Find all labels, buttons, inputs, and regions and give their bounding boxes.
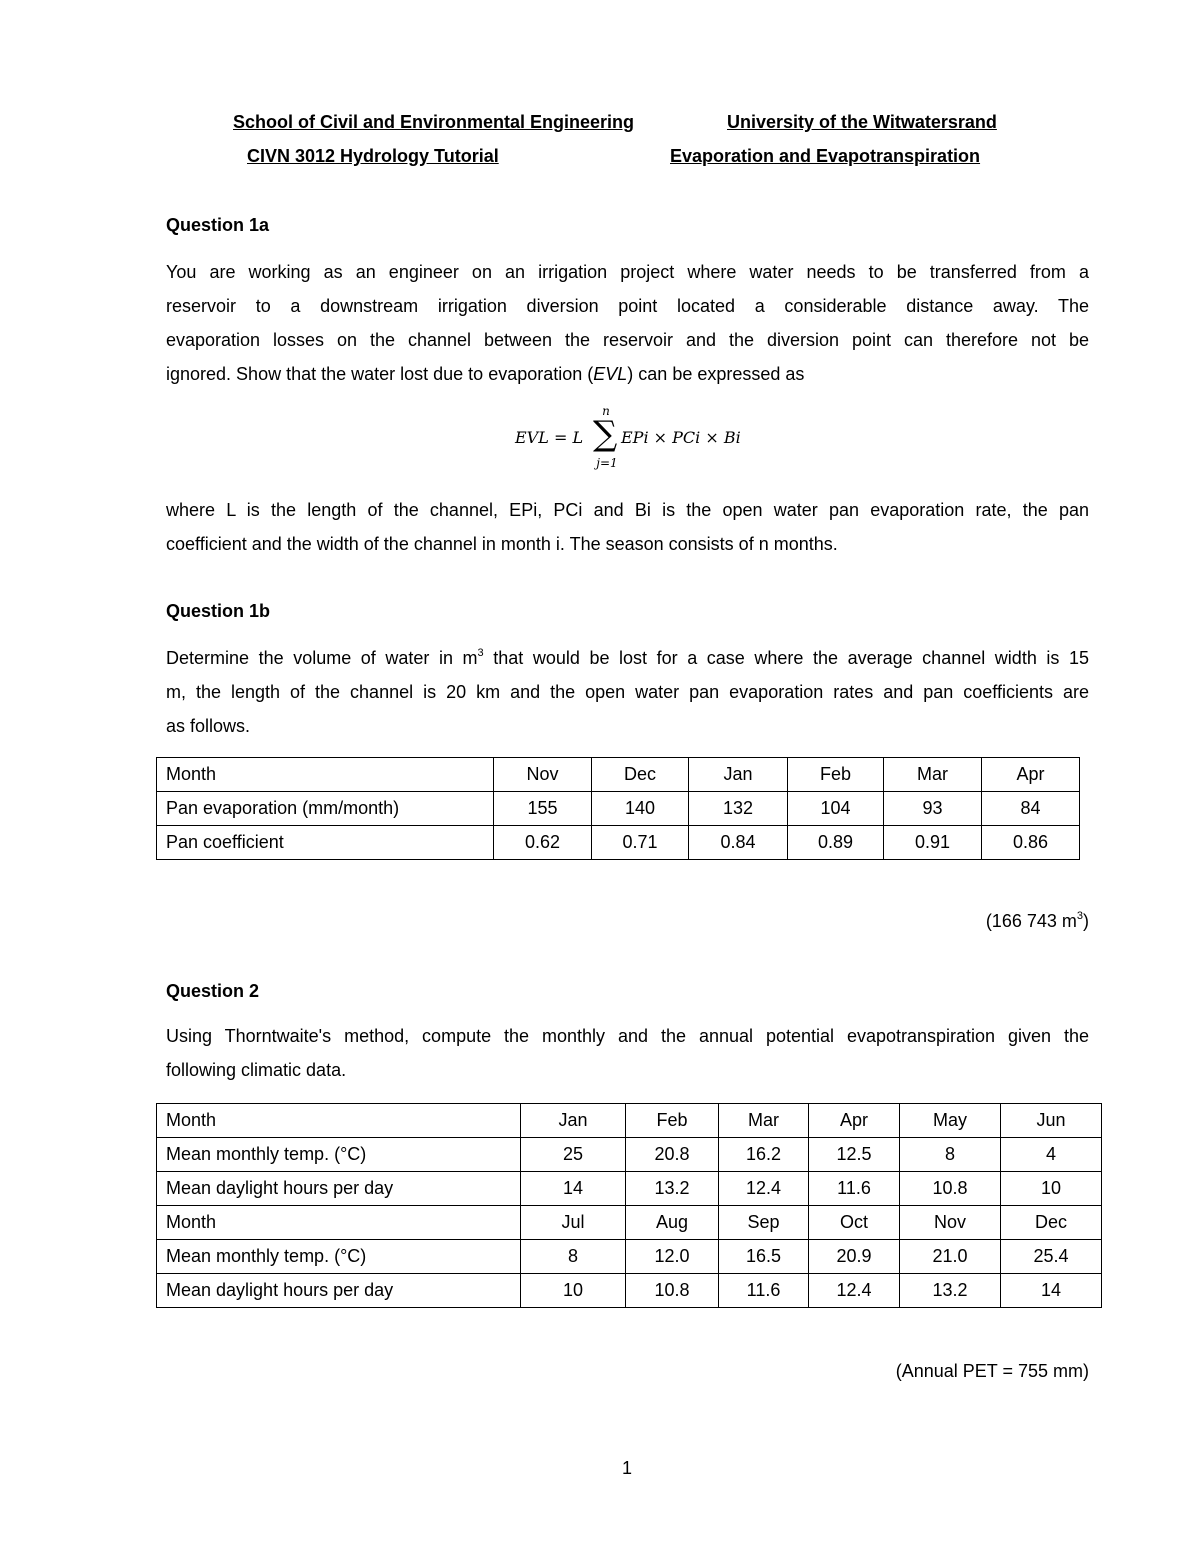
question-1b-heading: Question 1b bbox=[166, 601, 271, 621]
table-cell: 10.8 bbox=[900, 1172, 1001, 1206]
table-cell: 0.86 bbox=[982, 826, 1080, 860]
table-cell: 25.4 bbox=[1001, 1240, 1102, 1274]
table-row bbox=[157, 758, 1080, 792]
table-cell: 140 bbox=[592, 792, 689, 826]
table-cell: Jan bbox=[521, 1104, 626, 1138]
table-cell: Jun bbox=[1001, 1104, 1102, 1138]
table-cell: 10.8 bbox=[626, 1274, 719, 1308]
table-cell: Pan coefficient bbox=[157, 826, 494, 860]
table-cell: 132 bbox=[689, 792, 788, 826]
table-cell: 20.8 bbox=[626, 1138, 719, 1172]
table-cell: 12.0 bbox=[626, 1240, 719, 1274]
table-cell: Month bbox=[157, 1104, 521, 1138]
table-cell: Apr bbox=[809, 1104, 900, 1138]
table-cell: 8 bbox=[521, 1240, 626, 1274]
table-cell: 104 bbox=[788, 792, 884, 826]
table-cell: Nov bbox=[494, 758, 592, 792]
table-cell: 155 bbox=[494, 792, 592, 826]
table-cell: Feb bbox=[788, 758, 884, 792]
q1a-line-1: You are working as an engineer on an irrigation project where water needs to be transferred from a bbox=[166, 262, 1089, 282]
evl-formula bbox=[515, 402, 775, 474]
table-cell: Sep bbox=[719, 1206, 809, 1240]
table-row bbox=[157, 792, 1080, 826]
table-cell: 0.91 bbox=[884, 826, 982, 860]
table-cell: 11.6 bbox=[719, 1274, 809, 1308]
table-row bbox=[157, 1274, 1102, 1308]
question-1b-text bbox=[166, 641, 1089, 743]
q1a-where-line-2: coefficient and the width of the channel in month i. The season consists of n months. bbox=[166, 534, 838, 554]
q1a-line-4: ignored. Show that the water lost due to evaporation (EVL) can be expressed as bbox=[166, 364, 805, 384]
formula-rhs: EPi × PCi × Bi bbox=[621, 428, 741, 447]
table-cell: Jul bbox=[521, 1206, 626, 1240]
table-cell: Jan bbox=[689, 758, 788, 792]
table-cell: Mean monthly temp. (°C) bbox=[157, 1138, 521, 1172]
table-cell: 4 bbox=[1001, 1138, 1102, 1172]
table-cell: Feb bbox=[626, 1104, 719, 1138]
table-row bbox=[157, 1240, 1102, 1274]
table-cell: May bbox=[900, 1104, 1001, 1138]
q1a-where-line-1: where L is the length of the channel, EPi, PCi and Bi is the open water pan evaporation rate, the pan bbox=[166, 500, 1089, 520]
table-cell: 14 bbox=[521, 1172, 626, 1206]
table-cell: 20.9 bbox=[809, 1240, 900, 1274]
table-cell: 93 bbox=[884, 792, 982, 826]
table-cell: 25 bbox=[521, 1138, 626, 1172]
table-cell: 0.62 bbox=[494, 826, 592, 860]
q2-line-2: following climatic data. bbox=[166, 1060, 347, 1080]
table-cell: 13.2 bbox=[900, 1274, 1001, 1308]
page-number: 1 bbox=[621, 1458, 632, 1478]
table-row bbox=[157, 826, 1080, 860]
table-row bbox=[157, 1138, 1102, 1172]
table-row bbox=[157, 1104, 1102, 1138]
table-cell: 0.89 bbox=[788, 826, 884, 860]
question-1a-where bbox=[166, 493, 1089, 561]
formula-sum-bottom: j=1 bbox=[596, 456, 618, 470]
table-cell: 13.2 bbox=[626, 1172, 719, 1206]
table-row bbox=[157, 1206, 1102, 1240]
table-cell: 16.2 bbox=[719, 1138, 809, 1172]
question-1b-answer: (166 743 $m^3$) bbox=[985, 910, 1089, 931]
q2-line-1: Using Thorntwaite's method, compute the monthly and the annual potential evapotranspiration given the bbox=[166, 1026, 1089, 1046]
table-cell: Month bbox=[157, 758, 494, 792]
table-cell: 12.4 bbox=[809, 1274, 900, 1308]
table-cell: Nov bbox=[900, 1206, 1001, 1240]
table-cell: 14 bbox=[1001, 1274, 1102, 1308]
question-1a-text bbox=[166, 255, 1089, 391]
table-cell: Pan evaporation (mm/month) bbox=[157, 792, 494, 826]
table-cell: 84 bbox=[982, 792, 1080, 826]
table-cell: 12.5 bbox=[809, 1138, 900, 1172]
question-1a-heading: Question 1a bbox=[166, 215, 270, 235]
table-row bbox=[157, 1172, 1102, 1206]
table-cell: 12.4 bbox=[719, 1172, 809, 1206]
climatic-data-table bbox=[156, 1103, 1102, 1308]
question-2-answer: (Annual PET = 755 mm) bbox=[895, 1361, 1089, 1381]
table-cell: Mean monthly temp. (°C) bbox=[157, 1240, 521, 1274]
university-title: University of the Witwatersrand bbox=[727, 112, 997, 132]
table-cell: 10 bbox=[1001, 1172, 1102, 1206]
table-cell: Aug bbox=[626, 1206, 719, 1240]
table-cell: 0.71 bbox=[592, 826, 689, 860]
table-cell: Oct bbox=[809, 1206, 900, 1240]
formula-lhs: EVL = L bbox=[515, 428, 584, 447]
topic-title: Evaporation and Evapotranspiration bbox=[670, 146, 981, 166]
table-cell: 10 bbox=[521, 1274, 626, 1308]
table-cell: 0.84 bbox=[689, 826, 788, 860]
table-cell: Mar bbox=[884, 758, 982, 792]
question-2-heading: Question 2 bbox=[166, 981, 260, 1001]
formula-sum-top: n bbox=[602, 404, 610, 418]
q1a-line-3: evaporation losses on the channel between the reservoir and the diversion point can therefore not be bbox=[166, 330, 1089, 350]
table-cell: 8 bbox=[900, 1138, 1001, 1172]
table-cell: Mean daylight hours per day bbox=[157, 1274, 521, 1308]
course-title: CIVN 3012 Hydrology Tutorial bbox=[247, 146, 499, 166]
q1a-line-2: reservoir to a downstream irrigation diversion point located a considerable distance away. The bbox=[166, 296, 1089, 316]
school-title: School of Civil and Environmental Engineering bbox=[233, 112, 635, 132]
table-cell: Month bbox=[157, 1206, 521, 1240]
q1b-line-1: Determine the volume of water in $m^3$ that would be lost for a case where the average channel width is 15 bbox=[166, 647, 1089, 668]
q1b-line-3: as follows. bbox=[166, 716, 251, 736]
question-2-text bbox=[166, 1019, 1089, 1087]
table-cell: Mar bbox=[719, 1104, 809, 1138]
table-cell: Mean daylight hours per day bbox=[157, 1172, 521, 1206]
table-cell: Apr bbox=[982, 758, 1080, 792]
table-cell: 21.0 bbox=[900, 1240, 1001, 1274]
table-cell: Dec bbox=[1001, 1206, 1102, 1240]
sigma-icon: ∑ bbox=[593, 414, 618, 454]
table-cell: 11.6 bbox=[809, 1172, 900, 1206]
pan-evaporation-table bbox=[156, 757, 1080, 860]
q1b-line-2: m, the length of the channel is 20 km and the open water pan evaporation rates and pan coefficients are bbox=[166, 682, 1089, 702]
table-cell: 16.5 bbox=[719, 1240, 809, 1274]
table-cell: Dec bbox=[592, 758, 689, 792]
